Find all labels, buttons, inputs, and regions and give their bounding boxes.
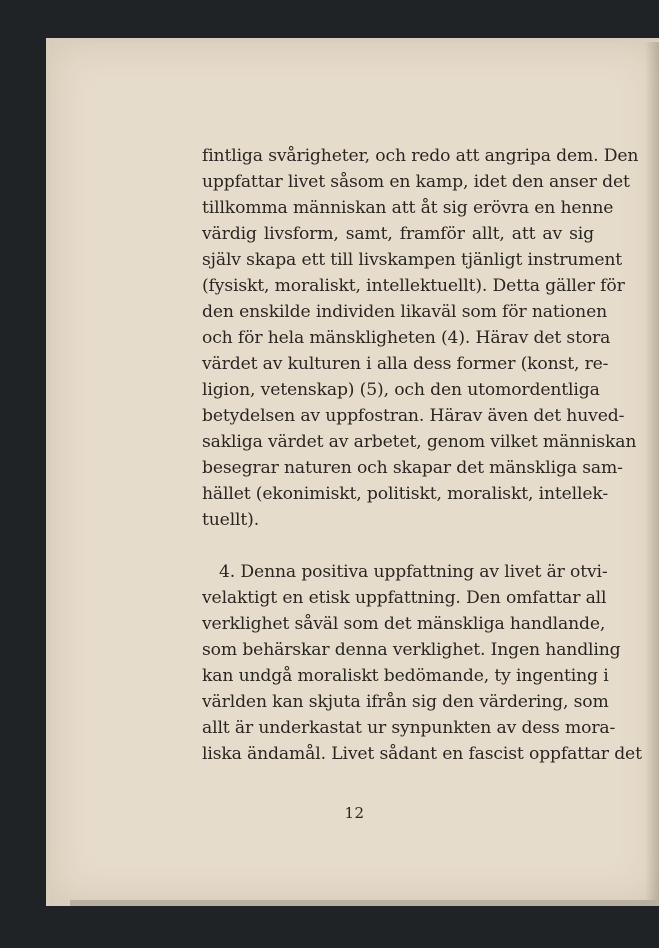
page-number: 12: [344, 804, 365, 822]
text-line: (fysiskt, moraliskt, intellektuellt). Detta gäller för: [202, 276, 625, 296]
paragraph-gap: [202, 533, 594, 559]
text-line: värdet av kulturen i alla dess former (konst, re-: [202, 354, 609, 374]
text-line: besegrar naturen och skapar det mänskliga sam-: [202, 458, 623, 478]
text-line: verklighet såväl som det mänskliga handlande,: [202, 614, 606, 634]
text-line: fintliga svårigheter, och redo att angripa dem. Den: [202, 146, 639, 166]
text-line: den enskilde individen likaväl som för nationen: [202, 302, 608, 322]
page-fold-shading: [645, 42, 659, 902]
paragraph-2: [202, 559, 642, 767]
paragraph-1: [202, 143, 639, 533]
book-page: [50, 42, 659, 902]
text-line: betydelsen av uppfostran. Härav även det huved-: [202, 406, 625, 426]
text-line: velaktigt en etisk uppfattning. Den omfattar all: [202, 588, 607, 608]
text-line: kan undgå moraliskt bedömande, ty ingenting i: [202, 666, 609, 686]
text-line: liska ändamål. Livet sådant en fascist oppfattar det: [202, 744, 642, 764]
text-line: tuellt).: [202, 510, 260, 530]
body-text: [202, 143, 642, 767]
text-line: hället (ekonimiskt, politiskt, moraliskt, intellek-: [202, 484, 608, 504]
text-line: sakliga värdet av arbetet, genom vilket människan: [202, 432, 637, 452]
text-line: som behärskar denna verklighet. Ingen handling: [202, 640, 621, 660]
text-line: värdig livsform, samt, framför allt, att av sig: [202, 224, 594, 244]
text-line: tillkomma människan att åt sig erövra en henne: [202, 198, 614, 218]
page-bottom-edge: [70, 900, 659, 906]
text-line: världen kan skjuta ifrån sig den värdering, som: [202, 692, 609, 712]
text-line: och för hela mänskligheten (4). Härav det stora: [202, 328, 611, 348]
text-line: 4. Denna positiva uppfattning av livet är otvi-: [219, 562, 608, 582]
text-line: ligion, vetenskap) (5), och den utomordentliga: [202, 380, 600, 400]
text-line: själv skapa ett till livskampen tjänligt instrument: [202, 250, 623, 270]
text-line: uppfattar livet såsom en kamp, idet den anser det: [202, 172, 630, 192]
text-line: allt är underkastat ur synpunkten av dess mora-: [202, 718, 616, 738]
